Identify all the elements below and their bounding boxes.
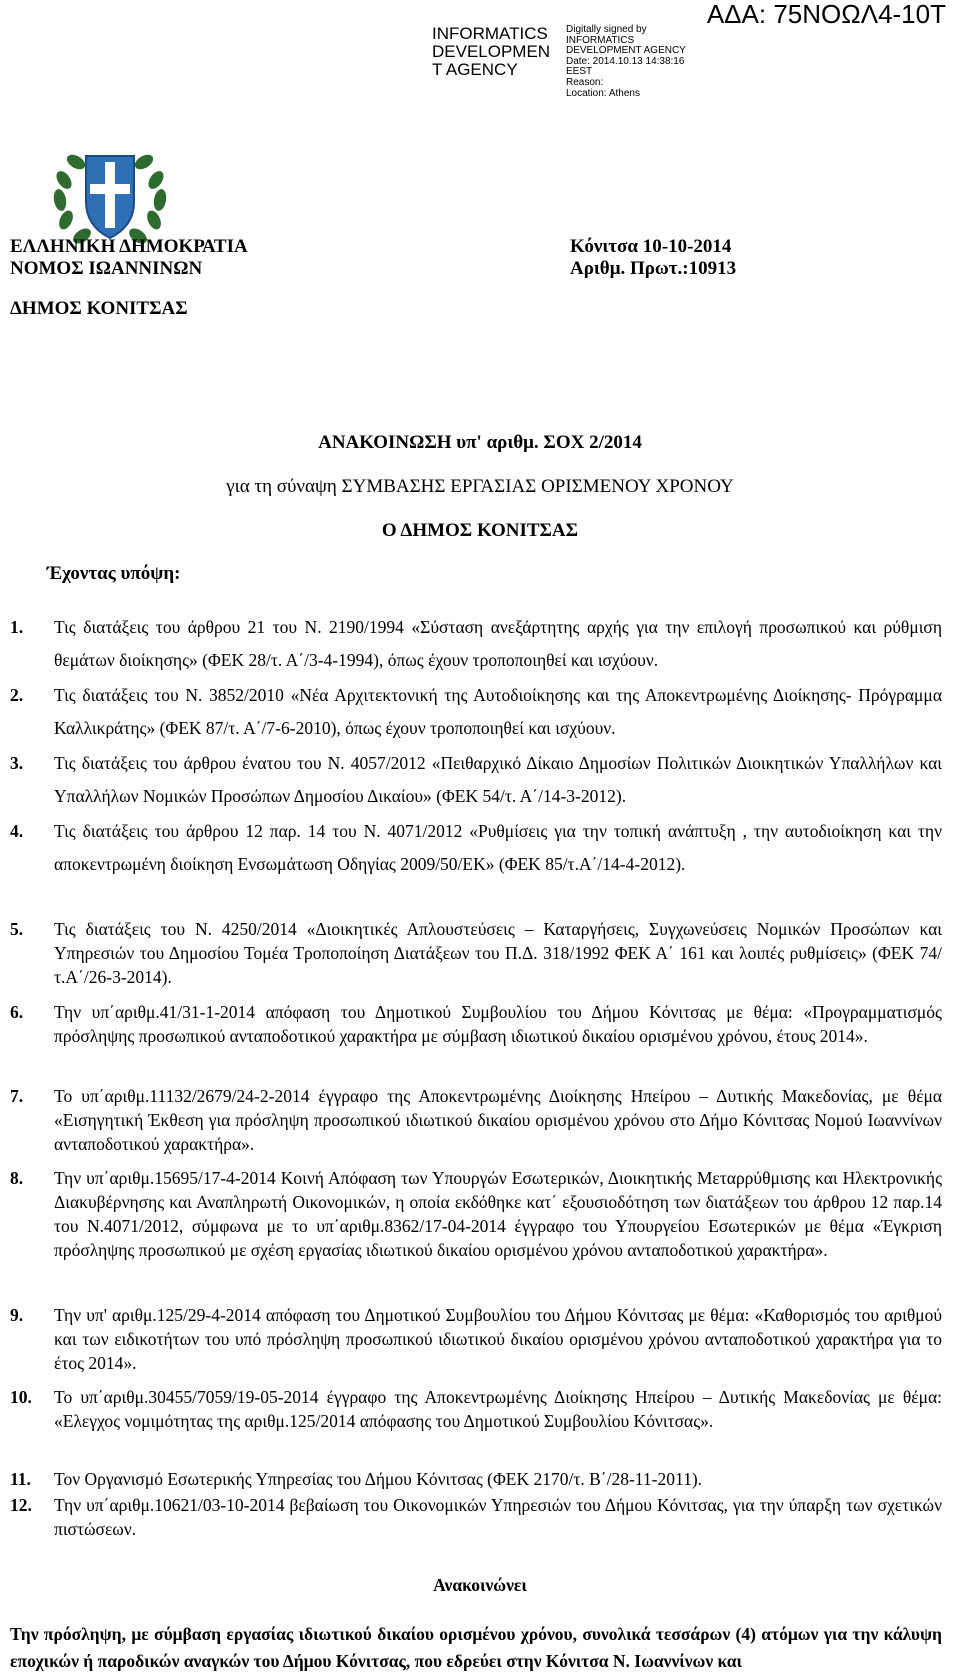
list-item xyxy=(10,1000,942,1084)
item-text: Τις διατάξεις του άρθρου 12 παρ. 14 του Ν. 4071/2012 «Ρυθμίσεις για την τοπική ανάπτυξη , την αυτοδιοίκηση και την αποκεντρωμένη διοίκηση Ενσωμάτωση Οδηγίας 2009/50/ΕΚ» (ΦΕΚ 85/τ.Α΄/14-4-2012). xyxy=(54,821,942,874)
list-item xyxy=(10,815,942,917)
signature-info-line: EEST xyxy=(566,66,593,78)
considerations-list xyxy=(10,611,942,1545)
item-text: Την υπ΄αριθμ.41/31-1-2014 απόφαση του Δημοτικού Συμβουλίου του Δήμου Κόνιτσας με θέμα: «Προγραμματισμός πρόσληψης προσωπικού ανταποδοτικού χαρακτήρα με σύμβαση ιδιωτικού δικαίου ορισμένου χρόνου, έτους 2014». xyxy=(54,1002,942,1046)
list-item xyxy=(10,1493,942,1545)
item-text: Τις διατάξεις του άρθρου 21 του Ν. 2190/1994 «Σύσταση ανεξάρτητης αρχής για την επιλογή προσωπικού και ρύθμιση θεμάτων διοίκησης» (ΦΕΚ 28/τ. Α΄/3-4-1994), όπως έχουν τροποποιηθεί και ισχύουν. xyxy=(54,617,942,670)
list-item xyxy=(10,1166,942,1303)
signature-info-line: Location: Athens xyxy=(566,87,640,99)
signature-info-line: Reason: xyxy=(566,76,604,88)
item-number: 6. xyxy=(10,1002,24,1022)
greek-coat-of-arms-icon xyxy=(46,140,174,248)
signature-org-line: T AGENCY xyxy=(432,60,518,79)
item-number: 8. xyxy=(10,1168,24,1188)
signature-org-line: DEVELOPMEN xyxy=(432,42,551,61)
item-text: Το υπ΄αριθμ.11132/2679/24-2-2014 έγγραφο της Αποκεντρωμένης Διοίκησης Ηπείρου – Δυτικής Μακεδονίας, με θέμα «Εισηγητική Έκθεση για πρόσληψη προσωπικού ιδιωτικού δικαίου ορισμένου χρόνου στο Δήμο Κόνιτσας Νομού Ιωαννίνων ανταποδοτικού χαρακτήρα». xyxy=(54,1086,942,1154)
list-item xyxy=(10,917,942,1000)
list-item xyxy=(10,1467,942,1493)
intro-heading: Έχοντας υπόψη: xyxy=(47,563,181,584)
item-number: 4. xyxy=(10,821,24,841)
item-text: Τις διατάξεις του Ν. 4250/2014 «Διοικητικές Απλουστεύσεις – Καταργήσεις, Συγχωνεύσεις Νομικών Προσώπων και Υπηρεσιών του Δημοσίου Τομέα Τροποποίηση Διατάξεων του Π.Δ. 318/1992 ΦΕΚ Α΄ 161 και λοιπές ρυθμίσεις» (ΦΕΚ 74/τ.Α΄/26-3-2014). xyxy=(54,919,942,987)
header-left-2: ΝΟΜΟΣ ΙΩΑΝΝΙΝΩΝ xyxy=(10,258,203,279)
item-text: Την υπ΄αριθμ.10621/03-10-2014 βεβαίωση του Οικονομικών Υπηρεσιών του Δήμου Κόνιτσας, για την ύπαρξη των σχετικών πιστώσεων. xyxy=(54,1495,942,1539)
header-left-1: ΕΛΛΗΝΙΚΗ ΔΗΜΟΚΡΑΤΙΑ xyxy=(10,236,248,257)
list-item xyxy=(10,679,942,747)
announce-heading: Ανακοινώνει xyxy=(433,1575,527,1595)
item-number: 7. xyxy=(10,1086,24,1106)
signature-organization xyxy=(432,25,550,79)
announcement-title: ΑΝΑΚΟΙΝΩΣΗ υπ' αριθμ. ΣΟΧ 2/2014 xyxy=(318,432,642,453)
final-paragraph: Την πρόσληψη, με σύμβαση εργασίας ιδιωτικού δικαίου ορισμένου χρόνου, συνολικά τεσσάρων (4) ατόμων για την κάλυψη εποχικών ή παροδικών αναγκών του Δήμου Κόνιτσας, που εδρεύει στην Κόνιτσα Ν. Ιωαννίνων και xyxy=(10,1624,942,1671)
item-text: Την υπ' αριθμ.125/29-4-2014 απόφαση του Δημοτικού Συμβουλίου του Δήμου Κόνιτσας με θέμα: «Καθορισμός του αριθμού και των ειδικοτήτων του υπό πρόσληψη προσωπικού ιδιωτικού δικαίου ορισμένου χρόνου ανταποδοτικού χαρακτήρα για το έτος 2014». xyxy=(54,1305,942,1373)
header-left-3: ΔΗΜΟΣ ΚΟΝΙΤΣΑΣ xyxy=(10,298,188,319)
announcement-subtitle: για τη σύναψη ΣΥΜΒΑΣΗΣ ΕΡΓΑΣΙΑΣ ΟΡΙΣΜΕΝΟΥ ΧΡΟΝΟΥ xyxy=(226,476,734,497)
date-line: Κόνιτσα 10-10-2014 xyxy=(570,236,732,257)
signature-org-line: INFORMATICS xyxy=(432,24,548,43)
item-text: Τις διατάξεις του άρθρου ένατου του Ν. 4057/2012 «Πειθαρχικό Δίκαιο Δημοσίων Πολιτικών Διοικητικών Υπαλλήλων και Υπαλλήλων Νομικών Προσώπων Δημοσίου Δικαίου» (ΦΕΚ 54/τ. Α΄/14-3-2012). xyxy=(54,753,942,806)
item-text: Τις διατάξεις του Ν. 3852/2010 «Νέα Αρχιτεκτονική της Αυτοδιοίκησης και της Αποκεντρωμένης Διοίκησης- Πρόγραμμα Καλλικράτης» (ΦΕΚ 87/τ. Α΄/7-6-2010), όπως έχουν τροποποιηθεί και ισχύουν. xyxy=(54,685,942,738)
list-item xyxy=(10,1385,942,1467)
protocol-number: Αριθμ. Πρωτ.:10913 xyxy=(570,258,737,279)
item-text: Την υπ΄αριθμ.15695/17-4-2014 Κοινή Απόφαση των Υπουργών Εσωτερικών, Διοικητικής Μεταρρύθμισης και Ηλεκτρονικής Διακυβέρνησης και Αναπληρωτή Οικονομικών, η οποία εκδόθηκε κατ΄ εξουσιοδότηση των διατάξεων του άρθρου 12 παρ.14 του Ν.4071/2012, σύμφωνα με το υπ΄αριθμ.8362/17-04-2014 έγγραφο του Υπουργείου Εσωτερικών με θέμα «Έγκριση πρόσληψης προσωπικού με σχέση εργασίας ιδιωτικού δικαίου ορισμένου χρόνου ανταποδοτικού χαρακτήρα». xyxy=(54,1168,942,1260)
item-number: 9. xyxy=(10,1305,24,1325)
item-number: 3. xyxy=(10,753,24,773)
item-number: 1. xyxy=(10,617,24,637)
list-item xyxy=(10,747,942,815)
item-text: Το υπ΄αριθμ.30455/7059/19-05-2014 έγγραφο της Αποκεντρωμένης Διοίκησης Ηπείρου – Δυτικής Μακεδονίας με θέμα: «Ελεγχος νομιμότητας της αριθμ.125/2014 απόφασης του Δημοτικού Συμβουλίου Κόνιτσας». xyxy=(54,1387,942,1431)
signature-details xyxy=(566,25,686,99)
item-number: 10. xyxy=(10,1387,32,1407)
list-item xyxy=(10,1303,942,1385)
item-number: 12. xyxy=(10,1495,32,1515)
signature-info-line: Digitally signed by xyxy=(566,24,647,35)
list-item xyxy=(10,611,942,679)
item-number: 2. xyxy=(10,685,24,705)
item-text: Τον Οργανισμό Εσωτερικής Υπηρεσίας του Δήμου Κόνιτσας (ΦΕΚ 2170/τ. Β΄/28-11-2011). xyxy=(54,1469,703,1489)
ada-code: ΑΔΑ: 75ΝΟΩΛ4-10Τ xyxy=(706,0,946,29)
list-item xyxy=(10,1084,942,1166)
signature-info-line: DEVELOPMENT AGENCY xyxy=(566,45,686,57)
item-number: 5. xyxy=(10,919,24,939)
signature-info-line: Date: 2014.10.13 14:38:16 xyxy=(566,55,685,67)
signature-info-line: INFORMATICS xyxy=(566,34,635,46)
item-number: 11. xyxy=(10,1469,31,1489)
municipality-heading: Ο ΔΗΜΟΣ ΚΟΝΙΤΣΑΣ xyxy=(381,520,579,541)
